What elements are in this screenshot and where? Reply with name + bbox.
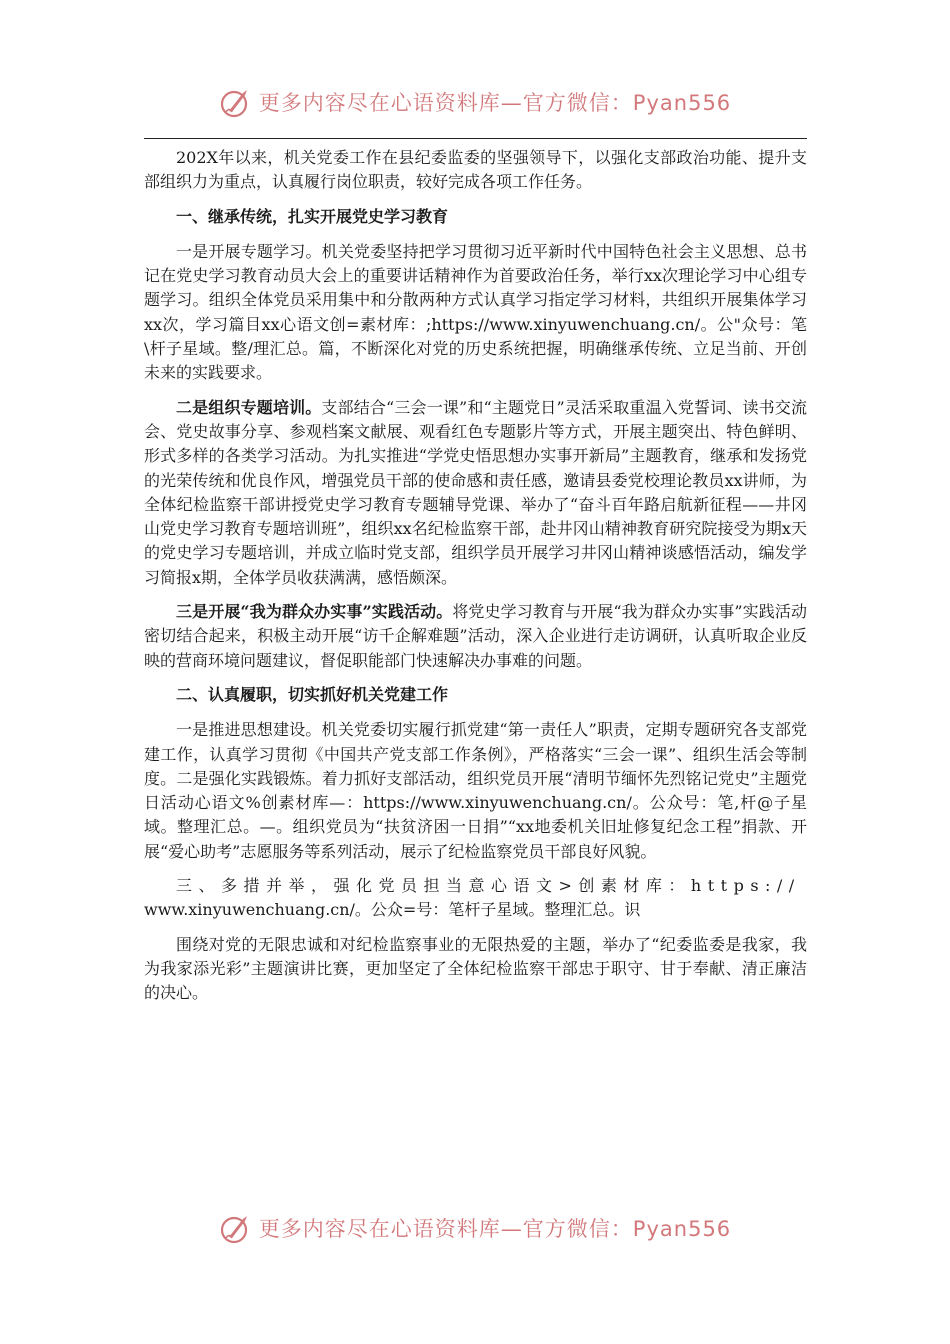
watermark-banner-top <box>0 80 950 124</box>
paragraph-practice <box>144 600 807 673</box>
watermark-banner-bottom <box>0 1206 950 1250</box>
section-heading-3-line1: 三、多措并举，强化党员担当意心语文>创素材库：https:// <box>176 876 801 896</box>
section-heading-1: 一、继承传统，扎实开展党史学习教育 <box>176 206 449 226</box>
paragraph-study: 一是开展专题学习。机关党委坚持把学习贯彻习近平新时代中国特色社会主义思想、总书记在党史学习教育动员大会上的重要讲话精神作为首要政治任务，举行xx次理论学习中心组专题学习。组织全体党员采用集中和分散两种方式认真学习指定学习材料，共组织开展集体学习xx次，学习篇目xx心语文创=素材库：;https://www.xinyuwenchuang.cn/。公"众号：笔\杆子星域。整/理汇总。篇，不断深化对党的历史系统把握，明确继承传统、立足当前、开创未来的实践要求。 <box>144 241 807 383</box>
paragraph-practice-lead: 三是开展“我为群众办实事”实践活动。 <box>176 602 453 622</box>
intro-paragraph: 202X年以来，机关党委工作在县纪委监委的坚强领导下，以强化支部政治功能、提升支部组织力为重点，认真履行岗位职责，较好完成各项工作任务。 <box>144 148 807 192</box>
paragraph-training <box>144 396 807 590</box>
watermark-text: 更多内容尽在心语资料库—官方微信：Pyan556 <box>258 1217 732 1241</box>
paragraph-practice-text: 将党史学习教育与开展“我为群众办实事”实践活动密切结合起来，积极主动开展“访千企解难题”活动，深入企业进行走访调研，认真听取企业反映的营商环境问题建议，督促职能部门快速解决办事难的问题。 <box>144 602 807 670</box>
paragraph-speech-contest: 围绕对党的无限忠诚和对纪检监察事业的无限热爱的主题，举办了“纪委监委是我家，我为我家添光彩”主题演讲比赛，更加坚定了全体纪检监察干部忠于职守、甘于奉献、清正廉洁的决心。 <box>144 934 807 1003</box>
pen-logo-icon <box>219 85 253 119</box>
document-body <box>144 146 807 1016</box>
paragraph-training-lead: 二是组织专题培训。 <box>176 397 322 417</box>
header-rule <box>144 138 807 139</box>
pen-logo-icon <box>219 1211 253 1245</box>
section-heading-3-line2: www.xinyuwenchuang.cn/。公众=号：笔杆子星域。整理汇总。识 <box>144 900 641 920</box>
section-heading-2: 二、认真履职，切实抓好机关党建工作 <box>176 684 449 704</box>
watermark-text: 更多内容尽在心语资料库—官方微信：Pyan556 <box>258 91 732 115</box>
paragraph-training-text: 支部结合“三会一课”和“主题党日”灵活采取重温入党誓词、读书交流会、党史故事分享、参观档案文献展、观看红色专题影片等方式，开展主题突出、特色鲜明、形式多样的各类学习活动。为扎实推进“学党史悟思想办实事开新局”主题教育，继承和发扬党的光荣传统和优良作风，增强党员干部的使命感和责任感，邀请县委党校理论教员xx讲师，为全体纪检监察干部讲授党史学习教育专题辅导党课、举办了“奋斗百年路启航新征程——井冈山党史学习教育专题培训班”，组织xx名纪检监察干部，赴井冈山精神教育研究院接受为期x天的党史学习专题培训，并成立临时党支部，组织学员开展学习井冈山精神谈感悟活动，编发学习简报x期，全体学员收获满满，感悟颇深。 <box>144 397 807 587</box>
paragraph-party-building: 一是推进思想建设。机关党委切实履行抓党建“第一责任人”职责，定期专题研究各支部党建工作，认真学习贯彻《中国共产党支部工作条例》，严格落实“三会一课”、组织生活会等制度。二是强化实践锻炼。着力抓好支部活动，组织党员开展“清明节缅怀先烈铭记党史”主题党日活动心语文%创素材库—：https://www.xinyuwenchuang.cn/。公众号：笔,杆@子星域。整理汇总。—。组织党员为“扶贫济困一日捐”“xx地委机关旧址修复纪念工程”捐款、开展“爱心助考”志愿服务等系列活动，展示了纪检监察党员干部良好风貌。 <box>144 720 807 861</box>
